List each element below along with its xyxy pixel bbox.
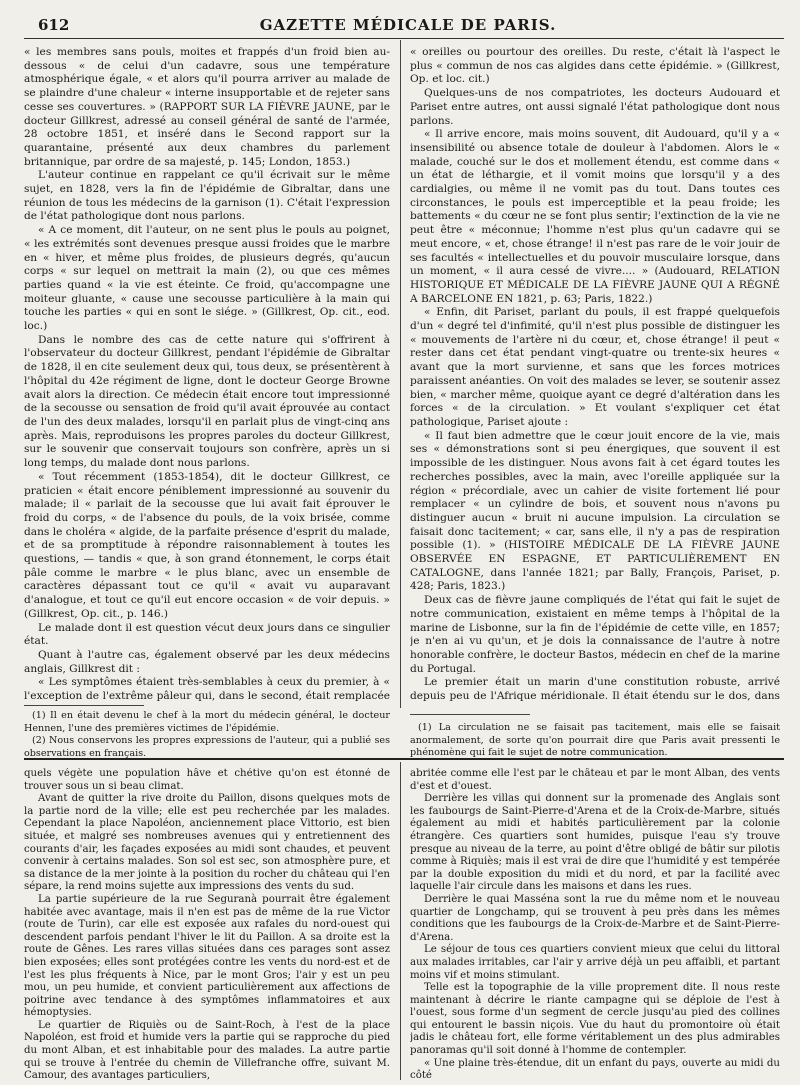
- lower-left-column: [24, 768, 390, 1080]
- paragraph: « oreilles ou pourtour des oreilles. Du reste, c'était là l'aspect le plus « commun de nos cas algides dans cette épidémie. » (Gillkrest, Op. et loc. cit.): [410, 46, 780, 86]
- header-rule: [24, 38, 784, 39]
- paragraph: « A ce moment, dit l'auteur, on ne sent plus le pouls au poignet, « les extrémités sont devenues presque aussi froides que le marbre en « hiver, et même plus froides, de plusieurs degrés, qu'aucun corps « sur lequel on mettrait la main (2), ou que ces mêmes parties quand « la vie est éteinte. Ce froid, qu'accompagne une moiteur gluante, « cause une secousse particulière à la main qui touche les parties « qui en sont le siége. » (Gillkrest, Op. cit., eod. loc.): [24, 224, 390, 333]
- paragraph: L'auteur continue en rappelant ce qu'il écrivait sur le même sujet, en 1828, vers la fin de l'épidémie de Gibraltar, dans une réunion de tous les médecins de la garnison (1). C'était l'expression de l'état pathologique dont nous parlons.: [24, 169, 390, 223]
- paragraph: « Les symptômes étaient très-semblables à ceux du premier, à « l'exception de l'extrême pâleur qui, dans le second, était remplacée: [24, 676, 390, 701]
- paragraph: Derrière les villas qui donnent sur la promenade des Anglais sont les faubourgs de Saint-Pierre-d'Arena et de la Croix-de-Marbre, situés également au midi et habités particulièrement par la colonie étrangère. Ces quartiers sont humides, puisque l'eau s'y trouve presque au niveau de la terre, au point d'être obligé de bâtir sur pilotis comme à Riquiès; mais il est vrai de dire que l'humidité y est tempérée par la double exposition du midi et du nord, et par la facilité avec laquelle l'air circule dans les maisons et dans les rues.: [410, 793, 780, 893]
- paragraph: Quelques-uns de nos compatriotes, les docteurs Audouard et Pariset entre autres, ont aussi signalé l'état pathologique dont nous parlons.: [410, 87, 780, 127]
- paragraph: Le quartier de Riquiès ou de Saint-Roch, à l'est de la place Napoléon, est froid et humide vers la partie qui se rapproche du pied du mont Alban, et est inhabitable pour des malades. La autre partie qui se trouve à l'entrée du chemin de Villefranche offre, suivant M. Camour, des avantages particuliers,: [24, 1019, 390, 1080]
- paragraph: Telle est la topographie de la ville proprement dite. Il nous reste maintenant à décrire le riante campagne qui se déploie de l'est à l'ouest, sous forme d'un segment de cercle jusqu'au pied des collines qui entourent le bassin niçois. Vue du haut du promontoire où était jadis le château fort, elle forme véritablement un des plus admirables panoramas qu'il soit donné à l'homme de contempler.: [410, 982, 780, 1057]
- paragraph: quels végète une population hâve et chétive qu'on est étonné de trouver sous un si beau climat.: [24, 768, 390, 792]
- column-divider: [400, 40, 401, 708]
- section-separator: [24, 758, 784, 760]
- column-divider: [400, 762, 401, 1080]
- paragraph: La partie supérieure de la rue Seguranà pourrait être également habitée avec avantage, mais il n'en est pas de même de la rue Victor (route de Turin), car elle est exposée aux rafales du nord-ouest qui descendent parfois pendant l'hiver le lit du Paillon. A sa droite est la route de Gênes. Les rares villas situées dans ces parages sont assez bien exposées; elles sont protégées contre les vents du nord-est et de l'est les plus fréquents à Nice, par le mont Gros; l'air y est un peu mou, un peu humide, et convient particulièrement aux affections de poitrine avec tendance à des symptômes inflammatoires et aux hémoptysies.: [24, 893, 390, 1019]
- footnote: (1) Il en était devenu le chef à la mort du médecin général, le docteur Hennen, l'une des premières victimes de l'épidémie.: [24, 710, 390, 734]
- paragraph: Deux cas de fièvre jaune compliqués de l'état qui fait le sujet de notre communication, existaient en même temps à l'hôpital de la marine de Lisbonne, sur la fin de l'épidémie de cette ville, en 1857; je n'en ai vu qu'un, et je dois la connaissance de l'autre à notre honorable confrère, le docteur Bastos, médecin en chef de la marine du Portugal.: [410, 594, 780, 675]
- lower-right-column: [410, 768, 780, 1080]
- footnotes-right: [410, 722, 780, 760]
- paragraph: abritée comme elle l'est par le château et par le mont Alban, des vents d'est et d'ouest.: [410, 768, 780, 792]
- paragraph: « Enfin, dit Pariset, parlant du pouls, il est frappé quelquefois d'un « degré tel d'infimité, qu'il n'est plus possible de distinguer les « mouvements de l'artère ni du cœur, et, chose étrange! il peut « rester dans cet état pendant vingt-quatre ou trente-six heures « avant que la mort survienne, et sans que les forces motrices paraissent anéanties. On voit des malades se lever, se soutenir assez bien, « marcher même, quoique ayant ce degré d'altération dans les forces « de la circulation. » Et voulant s'expliquer cet état pathologique, Pariset ajoute :: [410, 306, 780, 428]
- paragraph: Le séjour de tous ces quartiers convient mieux que celui du littoral aux malades irritables, car l'air y arrive déjà un peu affaibli, et partant moins vif et moins stimulant.: [410, 944, 780, 981]
- footnotes-left: [24, 710, 390, 760]
- footnote-rule: [410, 714, 530, 715]
- paragraph: « Une plaine très-étendue, dit un enfant du pays, ouverte au midi du côté: [410, 1057, 780, 1080]
- journal-title: GAZETTE MÉDICALE DE PARIS.: [259, 16, 557, 34]
- paragraph: « Tout récemment (1853-1854), dit le docteur Gillkrest, ce praticien « était encore péniblement impressionné au souvenir du malade; il « parlait de la secousse que lui avait fait éprouver le froid du corps, « de l'absence du pouls, de la voix brisée, comme dans le choléra « algide, de la parfaite présence d'esprit du malade, et de sa promptitude à répondre raisonnablement à toutes les questions, — tandis « que, à son grand étonnement, le corps était pâle comme le marbre « le plus blanc, avec un ensemble de caractères dépassant tout ce qu'il « avait vu auparavant d'analogue, et tout ce qu'il eut encore occasion « de voir depuis. » (Gillkrest, Op. cit., p. 146.): [24, 470, 390, 620]
- paragraph: Dans le nombre des cas de cette nature qui s'offrirent à l'observateur du docteur Gillkrest, pendant l'épidémie de Gibraltar de 1828, il en cite seulement deux qui, tous deux, se présentèrent à l'hôpital du 42e régiment de ligne, dont le docteur George Browne avait alors la direction. Ce médecin était encore tout impressionné de la secousse ou sensation de froid qu'il avait éprouvée au contact de l'un des deux malades, lorsqu'il en parlait plus de vingt-cinq ans après. Mais, reproduisons les propres paroles du docteur Gillkrest, sur le souvenir que conservait toujours son confrère, après un si long temps, du malade dont nous parlons.: [24, 333, 390, 470]
- upper-left-column: [24, 46, 390, 701]
- paragraph: Le malade dont il est question vécut deux jours dans ce singulier état.: [24, 621, 390, 648]
- upper-right-column: [410, 46, 780, 701]
- page-header: [38, 16, 778, 36]
- paragraph: « Il arrive encore, mais moins souvent, dit Audouard, qu'il y a « insensibilité ou absence totale de douleur à l'abdomen. Alors le « malade, couché sur le dos et mollement étendu, est comme dans « un état de léthargie, et il vomit moins que lorsqu'il y a des cardialgies, ou même il ne vomit pas du tout. Dans toutes ces circonstances, le pouls est imperceptible et la peau froide; les battements « du cœur ne se font plus sentir; l'extinction de la vie ne peut être « méconnue; l'homme n'est plus qu'un cadavre qui se meut encore, « et, chose étrange! il n'est pas rare de le voir jouir de ses facultés « intellectuelles et du pouvoir musculaire lorsque, dans un moment, « il aura cessé de vivre.... » (Audouard, RELATION HISTORIQUE ET MÉDICALE DE LA FIÈVRE JAUNE QUI A RÉGNÉ A BARCELONE EN 1821, p. 63; Paris, 1822.): [410, 128, 780, 305]
- paragraph: Derrière le quai Masséna sont la rue du même nom et le nouveau quartier de Longchamp, qui se trouvent à peu près dans les mêmes conditions que les faubourgs de la Croix-de-Marbre et de Saint-Pierre-d'Arena.: [410, 893, 780, 943]
- paragraph: « les membres sans pouls, moites et frappés d'un froid bien au-dessous « de celui d'un cadavre, sous une température atmosphérique égale, « et alors qu'il pourra arriver au malade de se plaindre d'une chaleur « interne insupportable et de rejeter sans cesse ses couvertures. » (RAPPORT SUR LA FIÈVRE JAUNE, par le docteur Gillkrest, adressé au conseil général de santé de l'armée, 28 octobre 1851, et inséré dans le Second rapport sur la quarantaine, présenté aux deux chambres du parlement britannique, par ordre de sa majesté, p. 145; London, 1853.): [24, 46, 390, 168]
- paragraph: Le premier était un marin d'une constitution robuste, arrivé depuis peu de l'Afrique méridionale. Il était étendu sur le dos, dans: [410, 676, 780, 701]
- page-number: 612: [38, 16, 70, 34]
- paragraph: « Il faut bien admettre que le cœur jouit encore de la vie, mais ses « démonstrations sont si peu énergiques, que souvent il est impossible de les distinguer. Nous avons fait à cet égard toutes les recherches possibles, avec la main, avec l'oreille appliquée sur la région « précordiale, avec un cahier de visite fortement lié pour remplacer « un cylindre de bois, et souvent nous n'avons pu distinguer aucun « bruit ni aucune impulsion. La circulation se faisait donc tacitement; « car, sans elle, il n'y a pas de respiration possible (1). » (HISTOIRE MÉDICALE DE LA FIÈVRE JAUNE OBSERVÉE EN ESPAGNE, ET PARTICULIÈREMENT EN CATALOGNE, dans l'année 1821; par Bally, François, Pariset, p. 428; Paris, 1823.): [410, 429, 780, 593]
- footnote: (1) La circulation ne se faisait pas tacitement, mais elle se faisait anormalement, de sorte qu'on pourrait dire que Paris avait pressenti le phénomène qui fait le sujet de notre communication.: [410, 722, 780, 758]
- footnote: (2) Nous conservons les propres expressions de l'auteur, qui a publié ses observations en français.: [24, 735, 390, 759]
- paragraph: Quant à l'autre cas, également observé par les deux médecins anglais, Gillkrest dit :: [24, 648, 390, 675]
- paragraph: Avant de quitter la rive droite du Paillon, disons quelques mots de la partie nord de la ville; elle est peu recherchée par les malades. Cependant la place Napoléon, anciennement place Vittorio, est bien située, et malgré ses nombreuses avenues qui y entretiennent des courants d'air, les façades exposées au midi sont chaudes, et peuvent convenir à certains malades. Son sol est sec, son atmosphère pure, et sa distance de la mer jointe à la position du rocher du château qui l'en sépare, la rend moins sujette aux impressions des vents du sud.: [24, 793, 390, 893]
- footnote-rule: [24, 705, 144, 706]
